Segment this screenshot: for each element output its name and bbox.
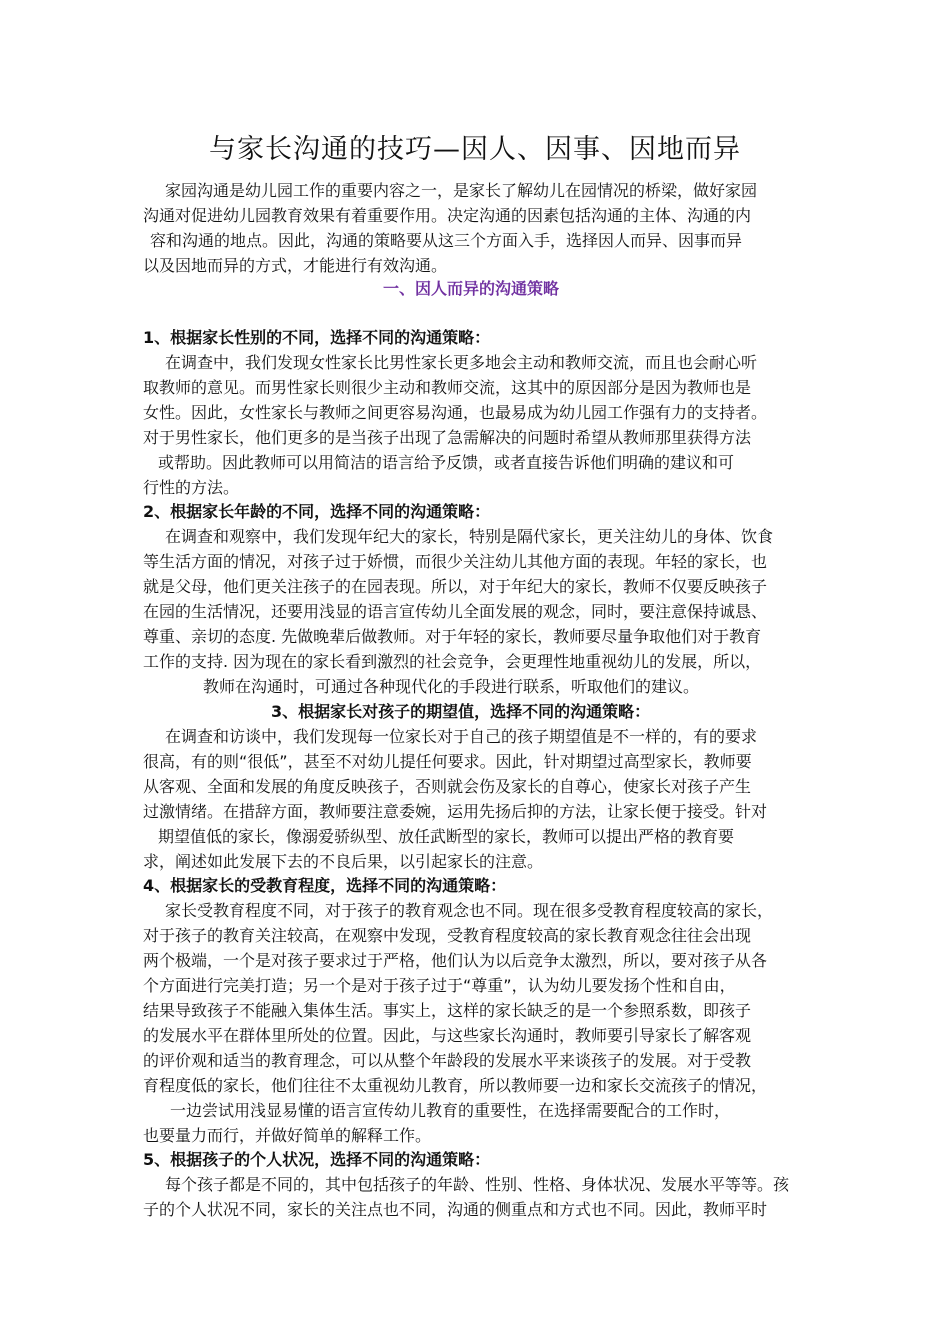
item-line: 很高，有的则“很低”，甚至不对幼儿提任何要求。因此，针对期望过高型家长，教师要: [143, 752, 752, 771]
item-heading: 1、根据家长性别的不同，选择不同的沟通策略：: [143, 328, 491, 347]
item-heading: 3、根据家长对孩子的期望值，选择不同的沟通策略：: [271, 702, 651, 721]
item-line: 也要量力而行，并做好简单的解释工作。: [143, 1126, 432, 1145]
intro-line: 以及因地而异的方式，才能进行有效沟通。: [143, 256, 448, 275]
item-line: 工作的支持. 因为现在的家长看到激烈的社会竞争，会更理性地重视幼儿的发展，所以，: [143, 652, 762, 671]
item-line: 结果导致孩子不能融入集体生活。事实上，这样的家长缺乏的是一个参照系数，即孩子: [143, 1001, 752, 1020]
item-line: 在调查和观察中，我们发现年纪大的家长，特别是隔代家长，更关注幼儿的身体、饮食: [165, 527, 774, 546]
intro-line: 容和沟通的地点。因此，沟通的策略要从这三个方面入手，选择因人而异、因事而异: [150, 231, 743, 250]
item-line: 取教师的意见。而男性家长则很少主动和教师交流，这其中的原因部分是因为教师也是: [143, 378, 752, 397]
item-line: 的评价观和适当的教育理念，可以从整个年龄段的发展水平来谈孩子的发展。对于受教: [143, 1051, 752, 1070]
item-line: 育程度低的家长，他们往往不太重视幼儿教育，所以教师要一边和家长交流孩子的情况，: [143, 1076, 768, 1095]
item-line: 在园的生活情况，还要用浅显的语言宣传幼儿全面发展的观念，同时，要注意保持诚恳、: [143, 602, 768, 621]
item-line: 的发展水平在群体里所处的位置。因此，与这些家长沟通时，教师要引导家长了解客观: [143, 1026, 752, 1045]
item-line: 在调查中，我们发现女性家长比男性家长更多地会主动和教师交流，而且也会耐心听: [165, 353, 758, 372]
item-line: 女性。因此，女性家长与教师之间更容易沟通，也最易成为幼儿园工作强有力的支持者。: [143, 403, 768, 422]
item-line: 等生活方面的情况，对孩子过于娇惯，而很少关注幼儿其他方面的表现。年轻的家长，也: [143, 552, 768, 571]
item-line: 从客观、全面和发展的角度反映孩子，否则就会伤及家长的自尊心，使家长对孩子产生: [143, 777, 752, 796]
item-line: 尊重、亲切的态度. 先做晚辈后做教师。对于年轻的家长，教师要尽量争取他们对于教育: [143, 627, 762, 646]
item-line: 教师在沟通时，可通过各种现代化的手段进行联系，听取他们的建议。: [203, 677, 700, 696]
intro-line: 沟通对促进幼儿园教育效果有着重要作用。决定沟通的因素包括沟通的主体、沟通的内: [143, 206, 752, 225]
item-line: 一边尝试用浅显易懂的语言宣传幼儿教育的重要性，在选择需要配合的工作时，: [170, 1101, 731, 1120]
item-line: 对于孩子的教育关注较高，在观察中发现，受教育程度较高的家长教育观念往往会出现: [143, 926, 752, 945]
section-heading: 一、因人而异的沟通策略: [383, 279, 560, 298]
item-line: 求，阐述如此发展下去的不良后果，以引起家长的注意。: [143, 852, 544, 871]
item-line: 或帮助。因此教师可以用简洁的语言给予反馈，或者直接告诉他们明确的建议和可: [158, 453, 735, 472]
item-line: 在调查和访谈中，我们发现每一位家长对于自己的孩子期望值是不一样的，有的要求: [165, 727, 758, 746]
item-line: 家长受教育程度不同，对于孩子的教育观念也不同。现在很多受教育程度较高的家长，: [165, 901, 774, 920]
item-heading: 2、根据家长年龄的不同，选择不同的沟通策略：: [143, 502, 491, 521]
item-line: 两个极端，一个是对孩子要求过于严格，他们认为以后竞争太激烈，所以，要对孩子从各: [143, 951, 768, 970]
item-line: 子的个人状况不同，家长的关注点也不同，沟通的侧重点和方式也不同。因此，教师平时: [143, 1200, 768, 1219]
item-line: 个方面进行完美打造；另一个是对于孩子过于“尊重”，认为幼儿要发扬个性和自由，: [143, 976, 736, 995]
document-title: 与家长沟通的技巧—因人、因事、因地而异: [209, 134, 741, 165]
item-heading: 5、根据孩子的个人状况，选择不同的沟通策略：: [143, 1150, 491, 1169]
item-line: 每个孩子都是不同的，其中包括孩子的年龄、性别、性格、身体状况、发展水平等等。孩: [165, 1175, 790, 1194]
item-line: 行性的方法。: [143, 478, 240, 497]
item-line: 期望值低的家长，像溺爱骄纵型、放任武断型的家长，教师可以提出严格的教育要: [158, 827, 735, 846]
item-line: 过激情绪。在措辞方面，教师要注意委婉，运用先扬后抑的方法，让家长便于接受。针对: [143, 802, 768, 821]
intro-line: 家园沟通是幼儿园工作的重要内容之一，是家长了解幼儿在园情况的桥梁，做好家园: [165, 181, 758, 200]
item-line: 对于男性家长，他们更多的是当孩子出现了急需解决的问题时希望从教师那里获得方法: [143, 428, 752, 447]
item-line: 就是父母，他们更关注孩子的在园表现。所以，对于年纪大的家长，教师不仅要反映孩子: [143, 577, 768, 596]
item-heading: 4、根据家长的受教育程度，选择不同的沟通策略：: [143, 876, 507, 895]
